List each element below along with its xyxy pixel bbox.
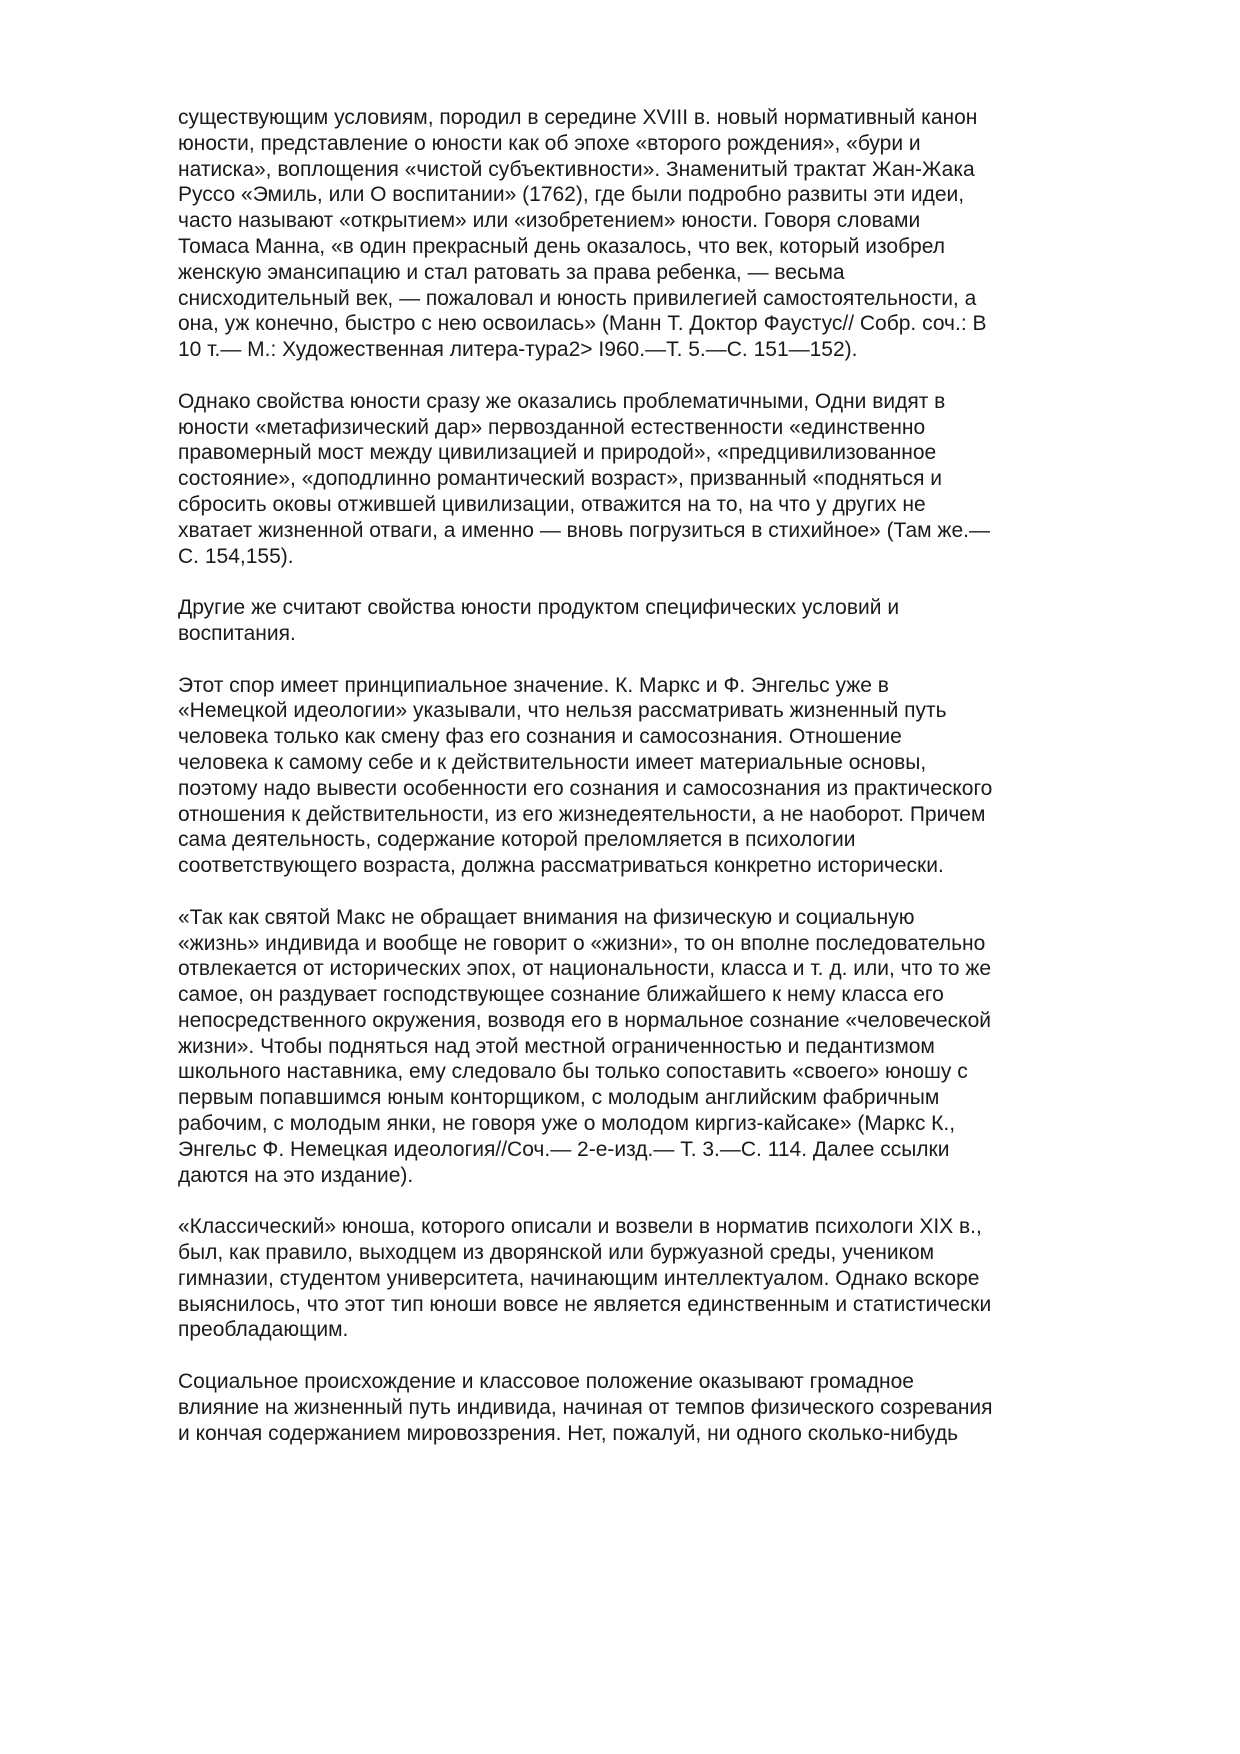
paragraph — [178, 1214, 1178, 1343]
text-line: часто называют «открытием» или «изобретением» юности. Говоря словами — [178, 209, 921, 233]
text-line: гимназии, студентом университета, начинающим интеллектуалом. Однако вскоре — [178, 1266, 980, 1290]
text-line: Однако свойства юности сразу же оказались проблематичными, Одни видят в — [178, 389, 946, 413]
text-line: натиска», воплощения «чистой субъективности». Знаменитый трактат Жан-Жака — [178, 157, 975, 181]
text-line: сбросить оковы отжившей цивилизации, отважится на то, на что у других не — [178, 492, 926, 516]
text-line: юности «метафизический дар» первозданной естественности «единственно — [178, 415, 926, 439]
paragraph — [178, 905, 1178, 1189]
paragraph — [178, 595, 1178, 647]
text-line: соответствующего возраста, должна рассматриваться конкретно исторически. — [178, 854, 944, 878]
text-line: существующим условиям, породил в середине XVIII в. новый нормативный канон — [178, 106, 978, 129]
text-line: женскую эмансипацию и стал ратовать за права ребенка, — весьма — [178, 260, 845, 284]
text-line: Энгельс Ф. Немецкая идеология//Соч.— 2-е-изд.— Т. 3.—С. 114. Далее ссылки — [178, 1137, 950, 1161]
text-line: Социальное происхождение и классовое положение оказывают громадное — [178, 1370, 914, 1394]
paragraph — [178, 673, 1178, 879]
text-line: самое, он раздувает господствующее сознание ближайшего к нему класса его — [178, 983, 944, 1007]
text-line: Этот спор имеет принципиальное значение. К. Маркс и Ф. Энгельс уже в — [178, 673, 889, 697]
text-line: поэтому надо вывести особенности его сознания и самосознания из практического — [178, 776, 993, 800]
text-line: рабочим, с молодым янки, не говоря уже о молодом киргиз-кайсаке» (Маркс К., — [178, 1112, 956, 1136]
text-line: воспитания. — [178, 621, 296, 645]
paragraph — [178, 105, 1178, 363]
text-line: Томаса Манна, «в один прекрасный день оказалось, что век, который изобрел — [178, 234, 946, 258]
text-line: непосредственного окружения, возводя его в нормальное сознание «человеческой — [178, 1008, 992, 1032]
text-line: С. 154,155). — [178, 544, 294, 568]
text-line: правомерный мост между цивилизацией и природой», «предцивилизованное — [178, 441, 937, 465]
text-line: человека только как смену фаз его сознания и самосознания. Отношение — [178, 725, 902, 749]
text-line: человека к самому себе и к действительности имеет материальные основы, — [178, 750, 927, 774]
text-line: «Немецкой идеологии» указывали, что нельзя рассматривать жизненный путь — [178, 699, 947, 723]
text-line: школьного наставника, ему следовало бы только сопоставить «своего» юношу с — [178, 1060, 968, 1084]
text-line: юности, представление о юности как об эпохе «второго рождения», «бури и — [178, 131, 921, 155]
text-line: «Классический» юноша, которого описали и возвели в норматив психологи XIX в., — [178, 1215, 982, 1239]
text-line: отвлекается от исторических эпох, от национальности, класса и т. д. или, что то же — [178, 957, 992, 981]
text-line: «жизнь» индивида и вообще не говорит о «жизни», то он вполне последовательно — [178, 931, 986, 955]
text-line: Руссо «Эмиль, или О воспитании» (1762), где были подробно развиты эти идеи, — [178, 183, 965, 207]
text-line: сама деятельность, содержание которой преломляется в психологии — [178, 828, 856, 852]
text-line: первым попавшимся юным конторщиком, с молодым английским фабричным — [178, 1086, 940, 1110]
text-line: влияние на жизненный путь индивида, начиная от темпов физического созревания — [178, 1395, 993, 1419]
text-line: снисходительный век, — пожаловал и юность привилегией самостоятельности, а — [178, 286, 977, 310]
text-line: Другие же считают свойства юности продуктом специфических условий и — [178, 596, 900, 620]
text-line: жизни». Чтобы подняться над этой местной ограниченностью и педантизмом — [178, 1034, 935, 1058]
text-line: отношения к действительности, из его жизнедеятельности, а не наоборот. Причем — [178, 802, 986, 826]
text-line: выяснилось, что этот тип юноши вовсе не является единственным и статистически — [178, 1292, 992, 1316]
document-page — [178, 105, 1178, 1472]
text-line: и кончая содержанием мировоззрения. Нет, пожалуй, ни одного сколько-нибудь — [178, 1421, 959, 1445]
text-line: она, уж конечно, быстро с нею освоилась» (Манн Т. Доктор Фаустус// Собр. соч.: В — [178, 312, 987, 336]
text-line: был, как правило, выходцем из дворянской или буржуазной среды, учеником — [178, 1241, 935, 1265]
text-line: состояние», «доподлинно романтический возраст», призванный «подняться и — [178, 467, 943, 491]
text-line: «Так как святой Макс не обращает внимания на физическую и социальную — [178, 905, 915, 929]
text-line: преобладающим. — [178, 1318, 349, 1342]
text-line: даются на это издание). — [178, 1163, 414, 1187]
paragraph — [178, 389, 1178, 570]
paragraph — [178, 1369, 1178, 1446]
text-line: 10 т.— М.: Художественная литера-тура2> I960.—Т. 5.—С. 151—152). — [178, 338, 858, 362]
text-line: хватает жизненной отваги, а именно — вновь погрузиться в стихийное» (Там же.— — [178, 518, 990, 542]
